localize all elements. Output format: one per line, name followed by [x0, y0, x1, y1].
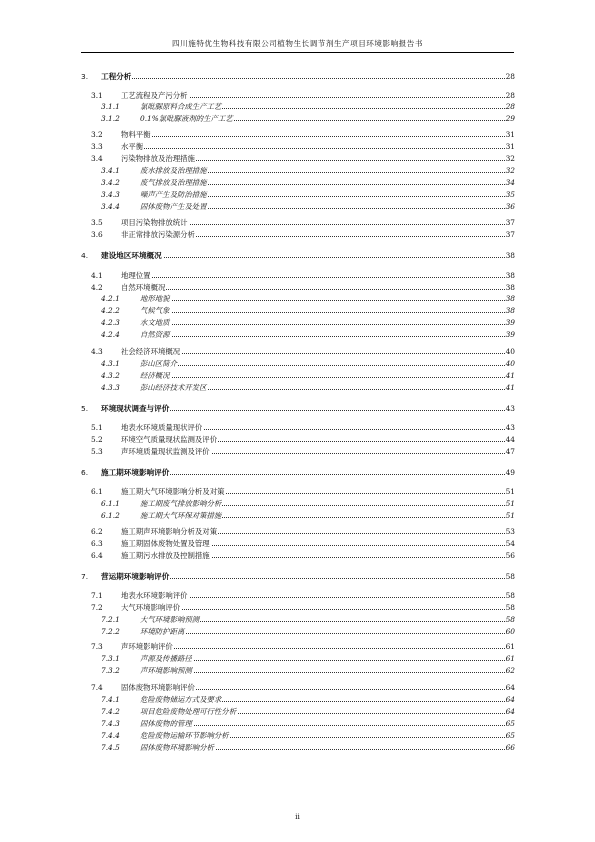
- toc-entry-title: 危险废物储运方式及要求: [140, 695, 222, 704]
- toc-entry-4-2-1[interactable]: [0, 293, 595, 304]
- toc-entry-page: 58: [505, 572, 515, 581]
- toc-entry-title: 水平衡: [121, 142, 144, 151]
- toc-entry-number: 4.2: [91, 283, 103, 292]
- toc-entry-number: 5.1: [91, 423, 103, 432]
- toc-entry-title: 大气环境影响预测: [140, 615, 200, 624]
- toc-entry-number: 7.2: [91, 603, 103, 612]
- toc-entry-title: 气候气象: [140, 306, 170, 315]
- toc-entry-title: 地表水环境影响评价: [121, 591, 188, 600]
- toc-dot-leader: [125, 148, 509, 149]
- toc-entry-7-4-1[interactable]: [0, 694, 595, 705]
- toc-entry-page: 64: [505, 695, 515, 704]
- toc-entry-title: 施工期污水排放及控制措施: [121, 551, 210, 560]
- toc-entry-page: 56: [505, 551, 515, 560]
- toc-entry-number: 6.1: [91, 487, 103, 496]
- toc-entry-number: 3.5: [91, 218, 103, 227]
- toc-entry-number: 6.2: [91, 527, 103, 536]
- toc-entry-title: 施工期环境影响评价: [101, 468, 170, 477]
- toc-entry-page: 36: [505, 202, 515, 211]
- toc-entry-number: 3.4: [91, 154, 103, 163]
- toc-entry-page: 58: [505, 615, 515, 624]
- toc-entry-6-1-1[interactable]: [0, 498, 595, 509]
- toc-entry-page: 29: [505, 114, 515, 123]
- toc-entry-page: 39: [505, 330, 515, 339]
- toc-dot-leader: [105, 257, 509, 258]
- toc-entry-title: 营运期环境影响评价: [101, 572, 170, 581]
- toc-entry-page: 65: [505, 719, 515, 728]
- toc-entry-title: 固体废物的管理: [140, 719, 192, 728]
- toc-entry-number: 4.: [81, 251, 89, 260]
- toc-entry-page: 60: [505, 627, 515, 636]
- toc-entry-title: 环境现状调查与评价: [101, 404, 170, 413]
- toc-entry-4[interactable]: [0, 250, 595, 261]
- toc-entry-number: 7.4.5: [101, 743, 120, 752]
- toc-entry-number: 3.1.1: [101, 102, 120, 111]
- toc-dot-leader: [144, 633, 509, 634]
- toc-entry-3-4-1[interactable]: [0, 165, 595, 176]
- toc-entry-3-4-2[interactable]: [0, 177, 595, 188]
- toc-entry-title: 声环境影响预测: [140, 666, 192, 675]
- toc-entry-3-4[interactable]: [0, 153, 595, 164]
- toc-entry-3-1-1[interactable]: [0, 101, 595, 112]
- toc-entry-number: 3.4.3: [101, 190, 120, 199]
- toc-dot-leader: [144, 324, 509, 325]
- toc-entry-number: 7.1: [91, 591, 103, 600]
- toc-entry-6-1-2[interactable]: [0, 510, 595, 521]
- toc-entry-4-3-2[interactable]: [0, 370, 595, 381]
- toc-entry-title: 大气环境影响评价: [121, 603, 181, 612]
- toc-entry-4-2[interactable]: [0, 282, 595, 293]
- toc-entry-page: 41: [505, 383, 515, 392]
- toc-entry-title: 固体废物环境影响分析: [140, 743, 214, 752]
- toc-entry-number: 7.3.2: [101, 666, 120, 675]
- toc-entry-number: 4.3: [91, 347, 103, 356]
- toc-entry-title: 固体废物环境影响评价: [121, 683, 195, 692]
- toc-entry-title: 0.1%氯吡脲液剂的生产工艺: [140, 114, 233, 123]
- toc-entry-number: 7.4: [91, 683, 103, 692]
- toc-entry-title: 施工期废气排放影响分析: [140, 499, 222, 508]
- toc-entry-3-4-3[interactable]: [0, 189, 595, 200]
- toc-entry-3-2[interactable]: [0, 129, 595, 140]
- toc-entry-7-3-1[interactable]: [0, 653, 595, 664]
- toc-entry-title: 地理位置: [121, 271, 151, 280]
- toc-entry-number: 7.: [81, 572, 89, 581]
- toc-entry-page: 66: [505, 743, 515, 752]
- toc-entry-number: 3.4.1: [101, 166, 120, 175]
- toc-entry-title: 工艺流程及产污分析: [121, 91, 188, 100]
- toc-entry-title: 自然环境概况: [121, 283, 166, 292]
- toc-entry-title: 声源及传播路径: [140, 654, 192, 663]
- toc-entry-3-3[interactable]: [0, 141, 595, 152]
- toc-dot-leader: [144, 725, 509, 726]
- toc-entry-4-3-3[interactable]: [0, 382, 595, 393]
- toc-entry-4-2-4[interactable]: [0, 329, 595, 340]
- toc-entry-title: 社会经济环境概况: [121, 347, 181, 356]
- toc-entry-number: 7.4.2: [101, 707, 120, 716]
- toc-entry-title: 噪声产生及防治措施: [140, 190, 207, 199]
- toc-entry-6-1[interactable]: [0, 486, 595, 497]
- toc-entry-number: 3.4.2: [101, 178, 120, 187]
- toc-entry-page: 37: [505, 218, 515, 227]
- toc-entry-title: 声环境影响评价: [121, 642, 173, 651]
- toc-entry-page: 51: [505, 499, 515, 508]
- toc-entry-7-4-3[interactable]: [0, 718, 595, 729]
- toc-entry-page: 38: [505, 283, 515, 292]
- toc-entry-number: 4.2.1: [101, 294, 120, 303]
- toc-entry-number: 3.1.2: [101, 114, 120, 123]
- toc-entry-7-4-4[interactable]: [0, 730, 595, 741]
- toc-entry-title: 地形地貌: [140, 294, 170, 303]
- toc-entry-page: 28: [505, 91, 515, 100]
- toc-entry-page: 38: [505, 251, 515, 260]
- toc-entry-page: 51: [505, 511, 515, 520]
- toc-entry-number: 7.3: [91, 642, 103, 651]
- toc-entry-title: 危险废物运输环节影响分析: [140, 731, 229, 740]
- toc-entry-6-2[interactable]: [0, 526, 595, 537]
- toc-entry-page: 38: [505, 306, 515, 315]
- toc-entry-page: 58: [505, 603, 515, 612]
- toc-entry-3-1-2[interactable]: [0, 113, 595, 124]
- toc-entry-page: 61: [505, 642, 515, 651]
- toc-entry-title: 工程分析: [101, 72, 132, 81]
- toc-dot-leader: [125, 277, 509, 278]
- toc-entry-title: 物料平衡: [121, 130, 151, 139]
- toc-entry-7[interactable]: [0, 571, 595, 582]
- toc-entry-title: 施工期固体废物处置及管理: [121, 539, 210, 548]
- toc-dot-leader: [125, 609, 509, 610]
- toc-entry-number: 6.4: [91, 551, 103, 560]
- toc-entry-number: 3.1: [91, 91, 103, 100]
- toc-dot-leader: [125, 289, 509, 290]
- toc-dot-leader: [144, 660, 509, 661]
- toc-entry-number: 4.3.2: [101, 371, 120, 380]
- toc-entry-number: 6.1.1: [101, 499, 120, 508]
- toc-dot-leader: [144, 377, 509, 378]
- toc-dot-leader: [144, 365, 509, 366]
- toc-entry-page: 32: [505, 154, 515, 163]
- toc-entry-title: 废水排放及治理措施: [140, 166, 207, 175]
- toc-entry-7-1[interactable]: [0, 590, 595, 601]
- toc-entry-7-2-1[interactable]: [0, 614, 595, 625]
- toc-entry-number: 3.2: [91, 130, 103, 139]
- toc-entry-number: 4.2.2: [101, 306, 120, 315]
- toc-dot-leader: [144, 312, 509, 313]
- toc-entry-page: 35: [505, 190, 515, 199]
- toc-dot-leader: [144, 672, 509, 673]
- toc-dot-leader: [144, 300, 509, 301]
- toc-entry-number: 5.: [81, 404, 89, 413]
- toc-entry-title: 声环境质量现状监测及评价: [121, 447, 210, 456]
- page-number: ii: [295, 812, 300, 821]
- toc-entry-title: 环境防护距离: [140, 627, 185, 636]
- toc-entry-title: 环境空气质量现状监测及评价: [121, 435, 218, 444]
- toc-entry-number: 6.: [81, 468, 89, 477]
- toc-entry-6-3[interactable]: [0, 538, 595, 549]
- toc-entry-title: 地表水环境质量现状评价: [121, 423, 203, 432]
- toc-dot-leader: [105, 78, 509, 79]
- toc-entry-title: 废气排放及治理措施: [140, 178, 207, 187]
- toc-entry-3-1[interactable]: [0, 90, 595, 101]
- toc-entry-page: 43: [505, 404, 515, 413]
- toc-dot-leader: [125, 136, 509, 137]
- toc-entry-page: 58: [505, 591, 515, 600]
- toc-entry-page: 64: [505, 707, 515, 716]
- toc-entry-3-4-4[interactable]: [0, 201, 595, 212]
- toc-entry-page: 38: [505, 294, 515, 303]
- toc-entry-number: 4.2.4: [101, 330, 120, 339]
- toc-entry-title: 非正常排放污染源分析: [121, 230, 195, 239]
- toc-entry-title: 施工期大气环境影响分析及对策: [121, 487, 225, 496]
- toc-dot-leader: [144, 336, 509, 337]
- toc-entry-7-2[interactable]: [0, 602, 595, 613]
- toc-entry-page: 31: [505, 142, 515, 151]
- toc-entry-number: 3.: [81, 72, 89, 81]
- toc-entry-page: 34: [505, 178, 515, 187]
- toc-entry-number: 3.3: [91, 142, 103, 151]
- toc-entry-7-4-2[interactable]: [0, 706, 595, 717]
- toc-entry-number: 7.2.1: [101, 615, 120, 624]
- toc-entry-page: 28: [505, 72, 515, 81]
- toc-entry-page: 41: [505, 371, 515, 380]
- toc-entry-number: 6.1.2: [101, 511, 120, 520]
- toc-entry-4-3[interactable]: [0, 346, 595, 357]
- toc-entry-title: 经济概况: [140, 371, 170, 380]
- toc-entry-title: 彭山区简介: [140, 359, 177, 368]
- toc-entry-page: 28: [505, 102, 515, 111]
- toc-entry-page: 62: [505, 666, 515, 675]
- toc-entry-3-6[interactable]: [0, 229, 595, 240]
- toc-entry-7-3[interactable]: [0, 641, 595, 652]
- toc-dot-leader: [125, 353, 509, 354]
- running-header: 四川施特优生物科技有限公司植物生长调节剂生产项目环境影响报告书: [172, 39, 423, 48]
- toc-entry-page: 38: [505, 271, 515, 280]
- toc-entry-7-4-5[interactable]: [0, 742, 595, 753]
- toc-entry-page: 39: [505, 318, 515, 327]
- toc-entry-page: 40: [505, 359, 515, 368]
- toc-entry-4-3-1[interactable]: [0, 358, 595, 369]
- toc-entry-number: 4.1: [91, 271, 103, 280]
- toc-entry-title: 污染物排放及治理措施: [121, 154, 195, 163]
- toc-entry-number: 7.4.3: [101, 719, 120, 728]
- toc-entry-4-2-3[interactable]: [0, 317, 595, 328]
- toc-dot-leader: [125, 648, 509, 649]
- toc-entry-4-1[interactable]: [0, 270, 595, 281]
- toc-entry-page: 40: [505, 347, 515, 356]
- toc-entry-3-5[interactable]: [0, 217, 595, 228]
- toc-entry-6[interactable]: [0, 467, 595, 478]
- toc-entry-page: 43: [505, 423, 515, 432]
- toc-entry-5-3[interactable]: [0, 446, 595, 457]
- toc-entry-5[interactable]: [0, 403, 595, 414]
- toc-entry-page: 32: [505, 166, 515, 175]
- toc-entry-title: 彭山经济技术开发区: [140, 383, 207, 392]
- toc-entry-title: 固体废物产生及处置: [140, 202, 207, 211]
- toc-entry-title: 施工期大气环保对策措施: [140, 511, 222, 520]
- toc-entry-number: 4.3.1: [101, 359, 120, 368]
- toc-entry-5-2[interactable]: [0, 434, 595, 445]
- toc-entry-title: 建设地区环境概况: [101, 251, 162, 260]
- toc-entry-number: 7.4.1: [101, 695, 120, 704]
- toc-entry-title: 项目危险废物处理可行性分析: [140, 707, 237, 716]
- toc-entry-page: 53: [505, 527, 515, 536]
- toc-entry-4-2-2[interactable]: [0, 305, 595, 316]
- toc-entry-page: 65: [505, 731, 515, 740]
- toc-entry-page: 51: [505, 487, 515, 496]
- toc-entry-title: 施工期声环境影响分析及对策: [121, 527, 218, 536]
- toc-entry-page: 44: [505, 435, 515, 444]
- toc-entry-title: 氯吡脲原料合成生产工艺: [140, 102, 222, 111]
- toc-entry-page: 49: [505, 468, 515, 477]
- toc-entry-number: 3.4.4: [101, 202, 120, 211]
- toc-entry-number: 6.3: [91, 539, 103, 548]
- toc-entry-number: 7.2.2: [101, 627, 120, 636]
- toc-entry-3[interactable]: [0, 71, 595, 82]
- toc-entry-5-1[interactable]: [0, 422, 595, 433]
- toc-entry-number: 3.6: [91, 230, 103, 239]
- toc-entry-title: 自然资源: [140, 330, 170, 339]
- toc-entry-number: 7.4.4: [101, 731, 120, 740]
- toc-entry-number: 4.3.3: [101, 383, 120, 392]
- toc-entry-page: 31: [505, 130, 515, 139]
- toc-entry-title: 水文地质: [140, 318, 170, 327]
- toc-entry-page: 54: [505, 539, 515, 548]
- toc-entry-page: 64: [505, 683, 515, 692]
- toc-entry-page: 37: [505, 230, 515, 239]
- toc-entry-7-2-2[interactable]: [0, 626, 595, 637]
- toc-entry-number: 7.3.1: [101, 654, 120, 663]
- toc-entry-7-4[interactable]: [0, 682, 595, 693]
- toc-entry-number: 5.2: [91, 435, 103, 444]
- toc-entry-7-3-2[interactable]: [0, 665, 595, 676]
- toc-entry-page: 47: [505, 447, 515, 456]
- toc-entry-title: 项目污染物排放统计: [121, 218, 188, 227]
- toc-entry-number: 5.3: [91, 447, 103, 456]
- toc-entry-page: 61: [505, 654, 515, 663]
- toc-entry-6-4[interactable]: [0, 550, 595, 561]
- toc-entry-number: 4.2.3: [101, 318, 120, 327]
